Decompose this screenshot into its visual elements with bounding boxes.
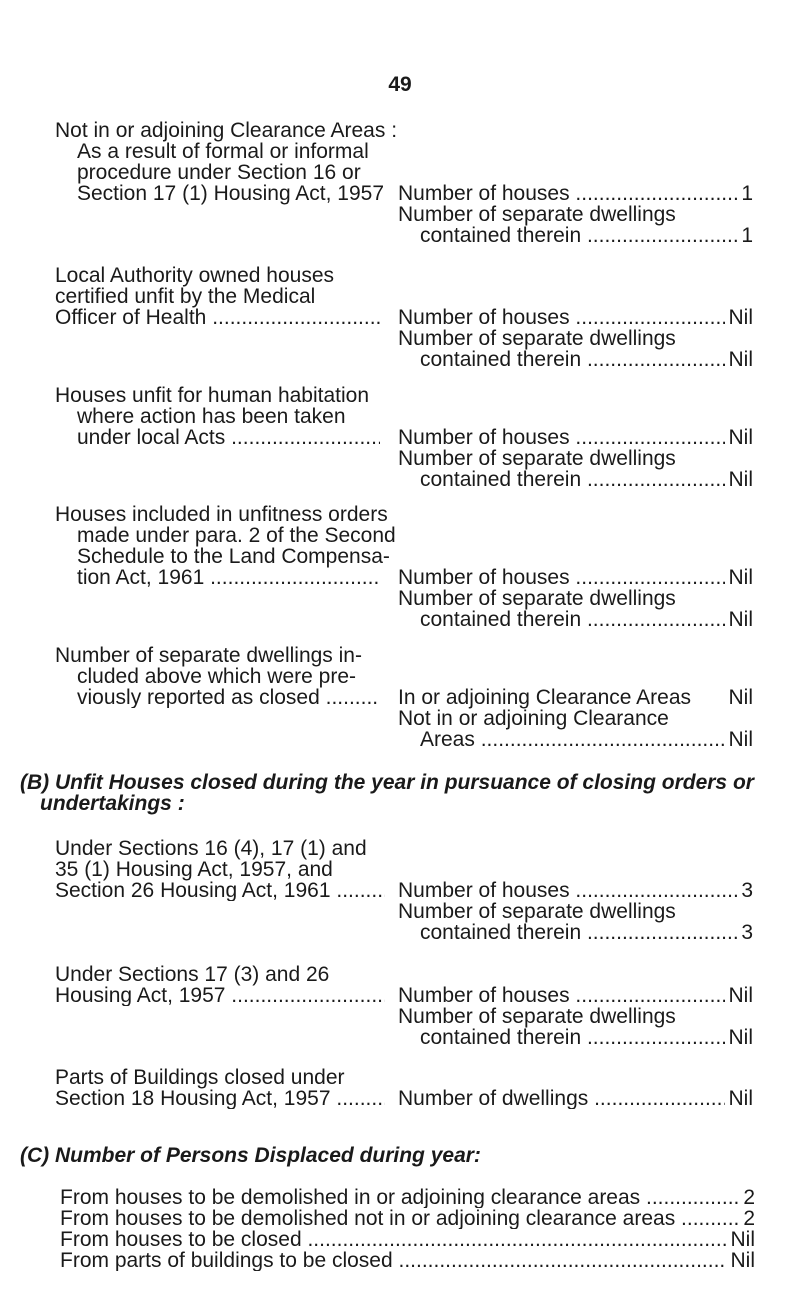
clearance-in-row: In or adjoining Clearance Areas Nil: [398, 686, 753, 709]
entry-values-unfitness-orders: [398, 567, 753, 630]
houses-value: 1: [741, 182, 753, 205]
list-item: From houses to be demolished in or adjoining clearance areas ..... 2: [60, 1187, 755, 1208]
intro-line: Not in or adjoining Clearance Areas :: [55, 119, 398, 142]
entry-values-previously-closed: [398, 687, 753, 750]
dwellings-label: Number of separate dwellings: [398, 900, 676, 923]
dwellings-value: Nil: [728, 608, 753, 631]
dwellings-label: Number of separate dwellings: [398, 327, 676, 350]
dwellings-row: contained therein ..... 1: [398, 225, 753, 246]
houses-value: Nil: [728, 306, 753, 329]
entry-label-local-authority: Local Authority owned houses certified unfit by the Medical Officer of Health .....: [55, 265, 380, 328]
dwellings-row: Number of dwellings ..... Nil: [398, 1088, 753, 1109]
entry-values-sections-17-26: [398, 985, 753, 1048]
entry-label-sections-17-26: Under Sections 17 (3) and 26 Housing Act, 1957 .....: [55, 964, 385, 1006]
dwellings-row: contained therein ..... Nil: [398, 1027, 753, 1048]
list-item: From parts of buildings to be closed ..... Nil: [60, 1250, 755, 1271]
section-c-heading: (C) Number of Persons Displaced during year:: [20, 1144, 481, 1167]
dwellings-label: Number of separate dwellings: [398, 587, 676, 610]
entry-label-local-acts: Houses unfit for human habitation where action has been taken under local Acts .....: [55, 385, 380, 448]
houses-value: Nil: [728, 984, 753, 1007]
list-item-value: 2: [743, 1186, 755, 1209]
dwellings-value: Nil: [728, 1087, 753, 1110]
dwellings-value: Nil: [728, 468, 753, 491]
dwellings-value: 1: [741, 224, 753, 247]
houses-row: Number of houses ..... Nil: [398, 567, 753, 588]
entry-label-unfitness-orders: Houses included in unfitness orders made under para. 2 of the Second Schedule to the Land Compensa- tion Act, 1961 .....: [55, 504, 380, 588]
displaced-persons-list: [60, 1187, 755, 1271]
houses-value: 3: [741, 879, 753, 902]
section-b-heading: (B) Unfit Houses closed during the year in pursuance of closing orders or undertakings :: [20, 771, 754, 815]
intro-text: [55, 119, 398, 205]
entry-values-parts-of-buildings: [398, 1088, 753, 1109]
entry-values-formal-procedure: [398, 183, 753, 246]
dwellings-value: Nil: [728, 1026, 753, 1049]
dwellings-row: contained therein ..... 3: [398, 922, 753, 943]
dwellings-row: contained therein ..... Nil: [398, 349, 753, 370]
list-item-value: Nil: [730, 1228, 755, 1251]
houses-row: Number of houses ..... Nil: [398, 427, 753, 448]
clearance-not-label: Not in or adjoining Clearance: [398, 707, 669, 730]
clearance-in-value: Nil: [728, 686, 753, 709]
list-item: From houses to be closed ..... Nil: [60, 1229, 755, 1250]
entry-label-sections-16-17-35: Under Sections 16 (4), 17 (1) and 35 (1) Housing Act, 1957, and Section 26 Housing Act, 1961 .....: [55, 838, 385, 901]
list-item-value: Nil: [730, 1249, 755, 1272]
entry-values-local-acts: [398, 427, 753, 490]
intro-line: procedure under Section 16 or: [77, 161, 361, 184]
houses-row: Number of houses ..... Nil: [398, 985, 753, 1006]
dwellings-row: contained therein ..... Nil: [398, 469, 753, 490]
houses-row: Number of houses ..... Nil: [398, 307, 753, 328]
list-item: From houses to be demolished not in or adjoining clearance areas ..... 2: [60, 1208, 755, 1229]
entry-left-label: Section 17 (1) Housing Act, 1957: [77, 182, 385, 205]
dwellings-label: Number of separate dwellings: [398, 1005, 676, 1028]
intro-line: As a result of formal or informal: [77, 140, 369, 163]
dwellings-label: Number of separate dwellings: [398, 447, 676, 470]
houses-value: Nil: [728, 426, 753, 449]
houses-row: Number of houses ..... 3: [398, 880, 753, 901]
entry-values-local-authority: [398, 307, 753, 370]
page-number: 49: [388, 73, 412, 96]
entry-label-parts-of-buildings: Parts of Buildings closed under Section 18 Housing Act, 1957 .....: [55, 1067, 385, 1109]
entry-values-sections-16-17-35: [398, 880, 753, 943]
dwellings-value: Nil: [728, 348, 753, 371]
clearance-not-row: Areas ..... Nil: [398, 729, 753, 750]
dwellings-label: Number of separate dwellings: [398, 203, 676, 226]
list-item-value: 2: [743, 1207, 755, 1230]
clearance-not-value: Nil: [728, 728, 753, 751]
houses-row: Number of houses ..... 1: [398, 183, 753, 204]
dwellings-row: contained therein ..... Nil: [398, 609, 753, 630]
houses-value: Nil: [728, 566, 753, 589]
entry-label-previously-closed: Number of separate dwellings in- cluded above which were pre- viously reported as closed .....: [55, 645, 380, 708]
dwellings-value: 3: [741, 921, 753, 944]
